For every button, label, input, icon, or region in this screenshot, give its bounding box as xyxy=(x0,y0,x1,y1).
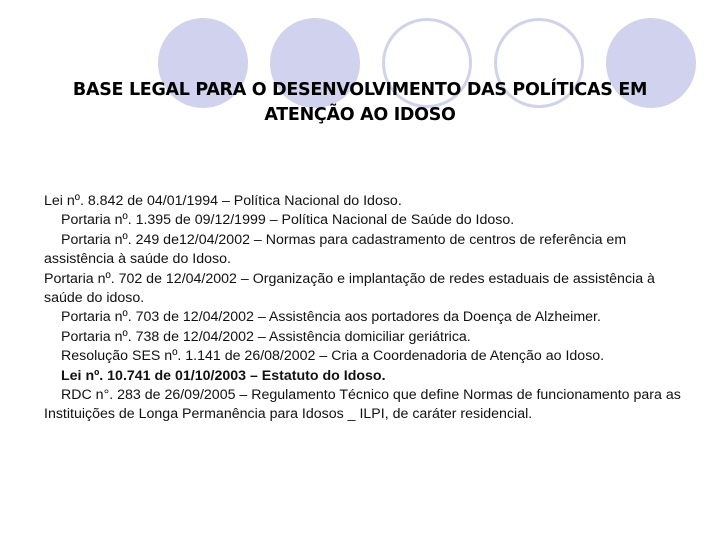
item-lei-10741: Lei nº. 10.741 de 01/10/2003 – Estatuto do Idoso. xyxy=(61,367,386,384)
slide-title xyxy=(40,78,680,128)
item-portaria-1395: Portaria nº. 1.395 de 09/12/1999 – Política Nacional de Saúde do Idoso. xyxy=(61,212,515,229)
item-portaria-249: Portaria nº. 249 de12/04/2002 – Normas para cadastramento de centros de referência em assistência à saúde do Idoso. xyxy=(44,231,627,268)
item-lei-8842: Lei nº. 8.842 de 04/01/1994 – Política Nacional do Idoso. xyxy=(44,193,402,209)
item-portaria-702: Portaria nº. 702 de 12/04/2002 – Organização e implantação de redes estaduais de assistência à saúde do idoso. xyxy=(44,270,655,307)
title-line-1: BASE LEGAL PARA O DESENVOLVIMENTO DAS POLÍTICAS EM xyxy=(72,80,648,100)
item-rdc-283: RDC n°. 283 de 26/09/2005 – Regulamento Técnico que define Normas de funcionamento para as Instituições de Longa Permanência para Idosos _ ILPI, de caráter residencial. xyxy=(44,387,681,423)
item-portaria-738: Portaria nº. 738 de 12/04/2002 – Assistência domiciliar geriátrica. xyxy=(61,328,471,345)
item-resolucao-1141: Resolução SES nº. 1.141 de 26/08/2002 – Cria a Coordenadoria de Atenção ao Idoso. xyxy=(61,348,605,365)
title-line-2: ATENÇÃO AO IDOSO xyxy=(264,105,456,125)
item-portaria-703: Portaria nº. 703 de 12/04/2002 – Assistência aos portadores da Doença de Alzheimer. xyxy=(61,309,601,326)
slide-body xyxy=(44,192,684,425)
